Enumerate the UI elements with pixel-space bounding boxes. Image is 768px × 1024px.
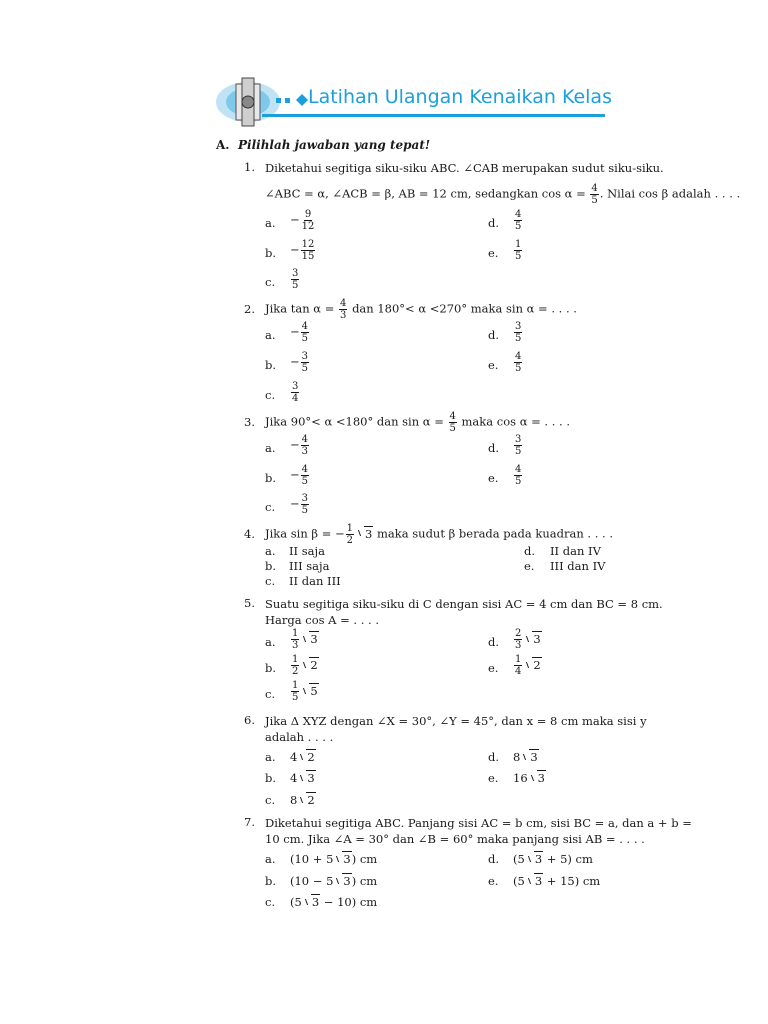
option-letter: b. bbox=[265, 358, 277, 372]
page-title: Latihan Ulangan Kenaikan Kelas bbox=[308, 86, 612, 108]
section-heading: Pilihlah jawaban yang tepat! bbox=[238, 138, 431, 152]
option-letter: b. bbox=[265, 771, 277, 785]
option-value: 16 3 bbox=[513, 771, 545, 785]
fraction: $\frac{4}{5}$ bbox=[591, 183, 598, 206]
question-text: Diketahui segitiga ABC. Panjang sisi AC = b cm, sisi BC = a, dan a + b = bbox=[265, 816, 692, 830]
option-value: − $\frac{3}{5}$ bbox=[290, 493, 309, 516]
option-value: $\frac{3}{5}$ bbox=[515, 321, 522, 344]
question-number: 4. bbox=[244, 527, 255, 541]
option-value: $\frac{4}{5}$ bbox=[515, 209, 522, 232]
option-letter: c. bbox=[265, 793, 276, 807]
option-letter: d. bbox=[488, 216, 500, 230]
option-letter: c. bbox=[265, 574, 276, 588]
option-value: − $\frac{4}{5}$ bbox=[290, 464, 309, 487]
option-letter: b. bbox=[265, 559, 277, 573]
question-text: Jika Δ XYZ dengan ∠X = 30°, ∠Y = 45°, dan x = 8 cm maka sisi y bbox=[265, 714, 647, 728]
option-letter: c. bbox=[265, 388, 276, 402]
question-number: 6. bbox=[244, 713, 255, 727]
option-letter: a. bbox=[265, 441, 276, 455]
option-letter: b. bbox=[265, 471, 277, 485]
option-value: $\frac{1}{5}$ 5 bbox=[292, 680, 318, 703]
option-value: $\frac{3}{5}$ bbox=[515, 434, 522, 457]
option-value: − $\frac{9}{12}$ bbox=[290, 209, 315, 232]
question-text-line2: 10 cm. Jika ∠A = 30° dan ∠B = 60° maka panjang sisi AB = . . . . bbox=[265, 832, 645, 846]
question-text: Jika 90°< α <180° dan sin α = $\frac{4}{5}$ maka cos α = . . . . bbox=[265, 411, 570, 434]
option-letter: d. bbox=[488, 635, 500, 649]
question-text: Diketahui segitiga siku-siku ABC. ∠CAB merupakan sudut siku-siku. bbox=[265, 161, 664, 175]
option-letter: e. bbox=[488, 246, 499, 260]
option-letter: d. bbox=[488, 441, 500, 455]
option-value: $\frac{3}{5}$ bbox=[292, 268, 299, 291]
section-letter: A. bbox=[216, 138, 230, 152]
option-value: 4 2 bbox=[290, 750, 315, 764]
option-letter: e. bbox=[488, 874, 499, 888]
option-letter: c. bbox=[265, 500, 276, 514]
question-number: 5. bbox=[244, 596, 255, 610]
option-value: (5 3 − 10) cm bbox=[290, 895, 378, 909]
question-text: Suatu segitiga siku-siku di C dengan sisi AC = 4 cm dan BC = 8 cm. bbox=[265, 597, 663, 611]
question-number: 7. bbox=[244, 815, 255, 829]
option-letter: b. bbox=[265, 246, 277, 260]
option-value: III dan IV bbox=[550, 559, 606, 573]
option-value: − $\frac{12}{15}$ bbox=[290, 239, 315, 262]
option-value: 8 3 bbox=[513, 750, 538, 764]
option-value: − $\frac{4}{3}$ bbox=[290, 434, 309, 457]
option-value: $\frac{1}{2}$ 2 bbox=[292, 654, 318, 677]
option-value: $\frac{4}{5}$ bbox=[515, 464, 522, 487]
option-letter: e. bbox=[488, 661, 499, 675]
question-text-line2: Harga cos A = . . . . bbox=[265, 613, 380, 627]
question-text: Jika tan α = $\frac{4}{3}$ dan 180°< α <270° maka sin α = . . . . bbox=[265, 298, 577, 321]
option-value: (5 3 + 5) cm bbox=[513, 852, 593, 866]
option-letter: a. bbox=[265, 216, 276, 230]
question-text-line2: adalah . . . . bbox=[265, 730, 334, 744]
option-letter: b. bbox=[265, 661, 277, 675]
option-value: II dan III bbox=[289, 574, 341, 588]
option-value: $\frac{1}{3}$ 3 bbox=[292, 628, 318, 651]
option-letter: d. bbox=[524, 544, 536, 558]
option-value: II dan IV bbox=[550, 544, 601, 558]
option-letter: a. bbox=[265, 544, 276, 558]
option-value: − $\frac{4}{5}$ bbox=[290, 321, 309, 344]
option-letter: b. bbox=[265, 874, 277, 888]
question-number: 1. bbox=[244, 160, 255, 174]
option-value: $\frac{4}{5}$ bbox=[515, 351, 522, 374]
option-value: $\frac{1}{5}$ bbox=[515, 239, 522, 262]
option-letter: e. bbox=[488, 358, 499, 372]
option-value: (10 + 5 3) cm bbox=[290, 852, 378, 866]
option-value: $\frac{1}{4}$ 2 bbox=[515, 654, 541, 677]
option-letter: d. bbox=[488, 328, 500, 342]
option-letter: e. bbox=[488, 771, 499, 785]
question-text-line2: ∠ABC = α, ∠ACB = β, AB = 12 cm, sedangkan cos α = $\frac{4}{5}$ . Nilai cos β adalah . . . . bbox=[265, 183, 741, 206]
option-value: III saja bbox=[289, 559, 330, 573]
option-letter: a. bbox=[265, 750, 276, 764]
option-letter: c. bbox=[265, 895, 276, 909]
option-letter: e. bbox=[524, 559, 535, 573]
option-value: (5 3 + 15) cm bbox=[513, 874, 601, 888]
option-letter: c. bbox=[265, 687, 276, 701]
option-value: $\frac{2}{3}$ 3 bbox=[515, 628, 541, 651]
option-letter: d. bbox=[488, 750, 500, 764]
option-letter: a. bbox=[265, 635, 276, 649]
option-value: (10 − 5 3) cm bbox=[290, 874, 378, 888]
option-value: II saja bbox=[289, 544, 325, 558]
option-value: − $\frac{3}{5}$ bbox=[290, 351, 309, 374]
option-value: 8 2 bbox=[290, 793, 315, 807]
chapter-header-graphic bbox=[210, 72, 320, 132]
title-underline bbox=[262, 114, 605, 117]
question-number: 3. bbox=[244, 415, 255, 429]
option-value: 4 3 bbox=[290, 771, 315, 785]
question-number: 2. bbox=[244, 302, 255, 316]
option-letter: c. bbox=[265, 275, 276, 289]
option-letter: a. bbox=[265, 328, 276, 342]
option-letter: a. bbox=[265, 852, 276, 866]
option-letter: d. bbox=[488, 852, 500, 866]
option-letter: e. bbox=[488, 471, 499, 485]
question-text: Jika sin β = − $\frac{1}{2}$ 3 maka sudut β berada pada kuadran . . . . bbox=[265, 523, 613, 546]
option-value: $\frac{3}{4}$ bbox=[292, 381, 299, 404]
